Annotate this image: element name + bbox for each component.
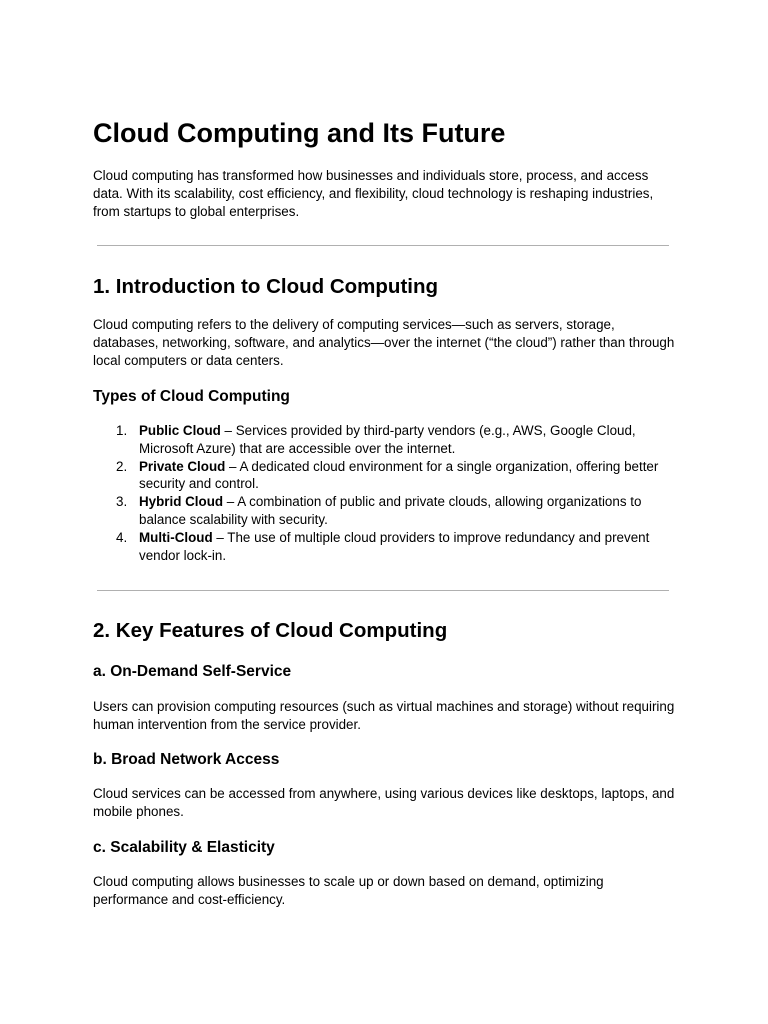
document-title: Cloud Computing and Its Future bbox=[93, 118, 506, 148]
list-item-term: Hybrid Cloud bbox=[139, 494, 224, 510]
list-item-description: – Services provided by third-party vendors (e.g., AWS, Google Cloud, Microsoft Azure) that are accessible over the internet. bbox=[139, 423, 636, 456]
feature-b-heading: b. Broad Network Access bbox=[93, 751, 280, 768]
types-subheading: Types of Cloud Computing bbox=[93, 388, 290, 405]
section-1-heading: 1. Introduction to Cloud Computing bbox=[93, 275, 439, 298]
list-item bbox=[93, 529, 675, 565]
list-item bbox=[93, 493, 675, 529]
section-2-heading: 2. Key Features of Cloud Computing bbox=[93, 619, 448, 642]
feature-c-heading: c. Scalability & Elasticity bbox=[93, 839, 275, 856]
list-item-term: Public Cloud bbox=[139, 423, 221, 438]
list-item bbox=[93, 458, 675, 494]
list-item-number: 4. bbox=[116, 529, 128, 545]
list-item bbox=[93, 422, 675, 458]
cloud-types-list bbox=[93, 422, 675, 564]
list-item-term: Private Cloud bbox=[139, 458, 226, 474]
intro-paragraph: Cloud computing has transformed how businesses and individuals store, process, and access data. With its scalability, cost efficiency, and flexibility, cloud technology is reshaping industries, from startups to global enterprises. bbox=[93, 168, 654, 219]
list-item-description: – A combination of public and private clouds, allowing organizations to balance scalability with security. bbox=[139, 494, 642, 527]
feature-c-body: Cloud computing allows businesses to scale up or down based on demand, optimizing performance and cost-efficiency. bbox=[93, 874, 604, 907]
divider-1 bbox=[97, 245, 669, 246]
list-item-number: 3. bbox=[116, 494, 128, 510]
list-item-description: – The use of multiple cloud providers to improve redundancy and prevent vendor lock-in. bbox=[139, 529, 650, 563]
divider-2 bbox=[97, 590, 669, 591]
list-item-term: Multi-Cloud bbox=[139, 529, 213, 545]
list-item-description: – A dedicated cloud environment for a single organization, offering better security and control. bbox=[139, 458, 659, 492]
feature-b-body: Cloud services can be accessed from anywhere, using various devices like desktops, laptops, and mobile phones. bbox=[93, 786, 675, 819]
feature-a-heading: a. On-Demand Self-Service bbox=[93, 663, 292, 680]
list-item-number: 2. bbox=[116, 458, 128, 474]
list-item-number: 1. bbox=[116, 423, 128, 438]
feature-a-body: Users can provision computing resources (such as virtual machines and storage) without requiring human intervention from the service provider. bbox=[93, 699, 675, 732]
section-1-body: Cloud computing refers to the delivery of computing services—such as servers, storage, databases, networking, software, and analytics—over the internet (“the cloud”) rather than through local computers or data centers. bbox=[93, 317, 675, 368]
